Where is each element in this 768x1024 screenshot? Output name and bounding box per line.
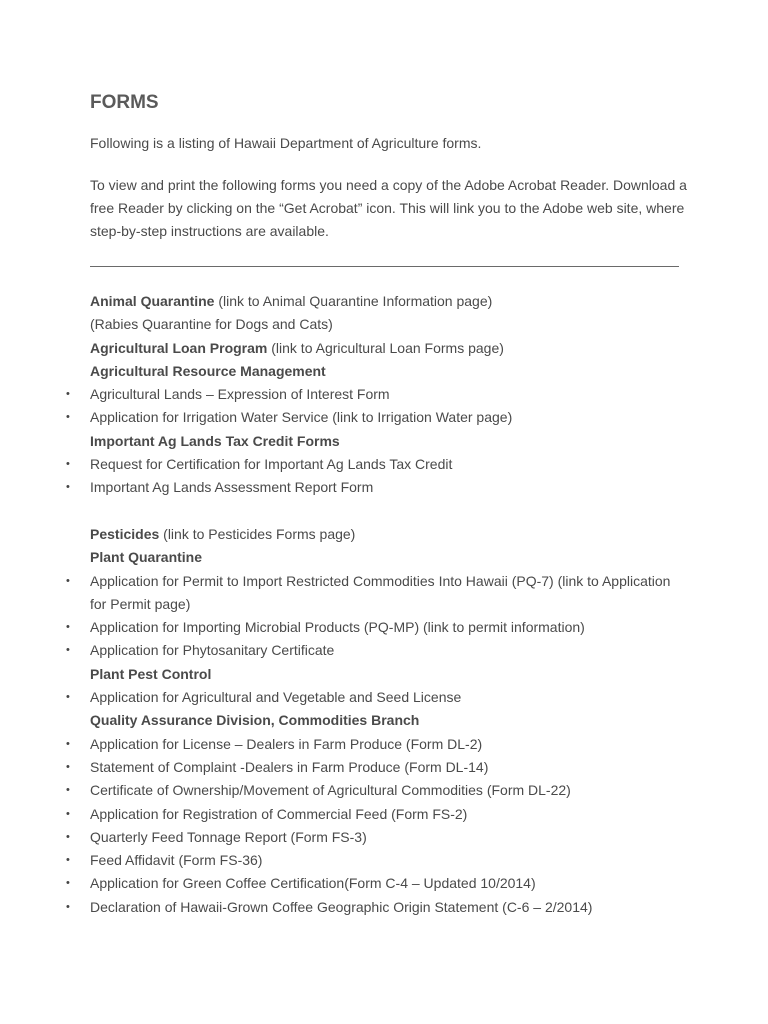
- form-link[interactable]: • Application for Irrigation Water Service (link to Irrigation Water page): [90, 406, 690, 429]
- acrobat-instructions: To view and print the following forms you need a copy of the Adobe Acrobat Reader. Download a free Reader by clicking on the “Get Acrobat” icon. This will link you to the Adobe web site, where step-by-step instructions are available.: [90, 177, 687, 239]
- form-link[interactable]: • Declaration of Hawaii-Grown Coffee Geographic Origin Statement (C-6 – 2/2014): [90, 896, 690, 919]
- form-link[interactable]: • Request for Certification for Important Ag Lands Tax Credit: [90, 453, 690, 476]
- section-heading: Important Ag Lands Tax Credit Forms: [90, 432, 340, 449]
- form-link[interactable]: • Quarterly Feed Tonnage Report (Form FS-3): [90, 826, 690, 849]
- form-link[interactable]: • Application for Green Coffee Certification(Form C-4 – Updated 10/2014): [90, 872, 690, 895]
- form-link[interactable]: • Application for Importing Microbial Products (PQ-MP) (link to permit information): [90, 616, 690, 639]
- form-link[interactable]: • Application for Agricultural and Vegetable and Seed License: [90, 686, 690, 709]
- form-link[interactable]: • Application for Permit to Import Restricted Commodities Into Hawaii (PQ-7) (link to Application for Permit page): [90, 570, 690, 617]
- section-note: (link to Agricultural Loan Forms page): [267, 339, 504, 356]
- section-heading[interactable]: Agricultural Loan Program: [90, 339, 268, 356]
- pesticides-row[interactable]: [90, 523, 690, 546]
- animal-quarantine-row[interactable]: [90, 290, 690, 313]
- section-heading: Agricultural Resource Management: [90, 362, 326, 379]
- form-link[interactable]: • Feed Affidavit (Form FS-36): [90, 849, 690, 872]
- section-heading[interactable]: Pesticides: [90, 525, 160, 542]
- rabies-note: (Rabies Quarantine for Dogs and Cats): [90, 316, 333, 333]
- section-heading[interactable]: Animal Quarantine: [90, 293, 215, 309]
- divider: [90, 266, 679, 267]
- form-link[interactable]: • Application for Phytosanitary Certificate: [90, 639, 690, 662]
- section-heading: Quality Assurance Division, Commodities Branch: [90, 712, 420, 729]
- forms-list: [90, 290, 690, 919]
- form-link[interactable]: • Application for License – Dealers in Farm Produce (Form DL-2): [90, 733, 690, 756]
- ag-loan-row[interactable]: [90, 337, 690, 360]
- form-link[interactable]: • Statement of Complaint -Dealers in Farm Produce (Form DL-14): [90, 756, 690, 779]
- form-link[interactable]: • Agricultural Lands – Expression of Interest Form: [90, 383, 690, 406]
- form-link[interactable]: • Certificate of Ownership/Movement of Agricultural Commodities (Form DL-22): [90, 779, 690, 802]
- page-title: FORMS: [90, 92, 159, 113]
- form-link[interactable]: • Important Ag Lands Assessment Report Form: [90, 476, 690, 499]
- section-heading: Plant Pest Control: [90, 665, 212, 682]
- section-heading: Plant Quarantine: [90, 549, 203, 566]
- section-note: (link to Animal Quarantine Information page): [214, 293, 493, 309]
- intro-paragraph: Following is a listing of Hawaii Department of Agriculture forms.: [90, 135, 482, 151]
- form-link[interactable]: • Application for Registration of Commercial Feed (Form FS-2): [90, 803, 690, 826]
- section-note: (link to Pesticides Forms page): [159, 525, 356, 542]
- spacer: [90, 500, 690, 523]
